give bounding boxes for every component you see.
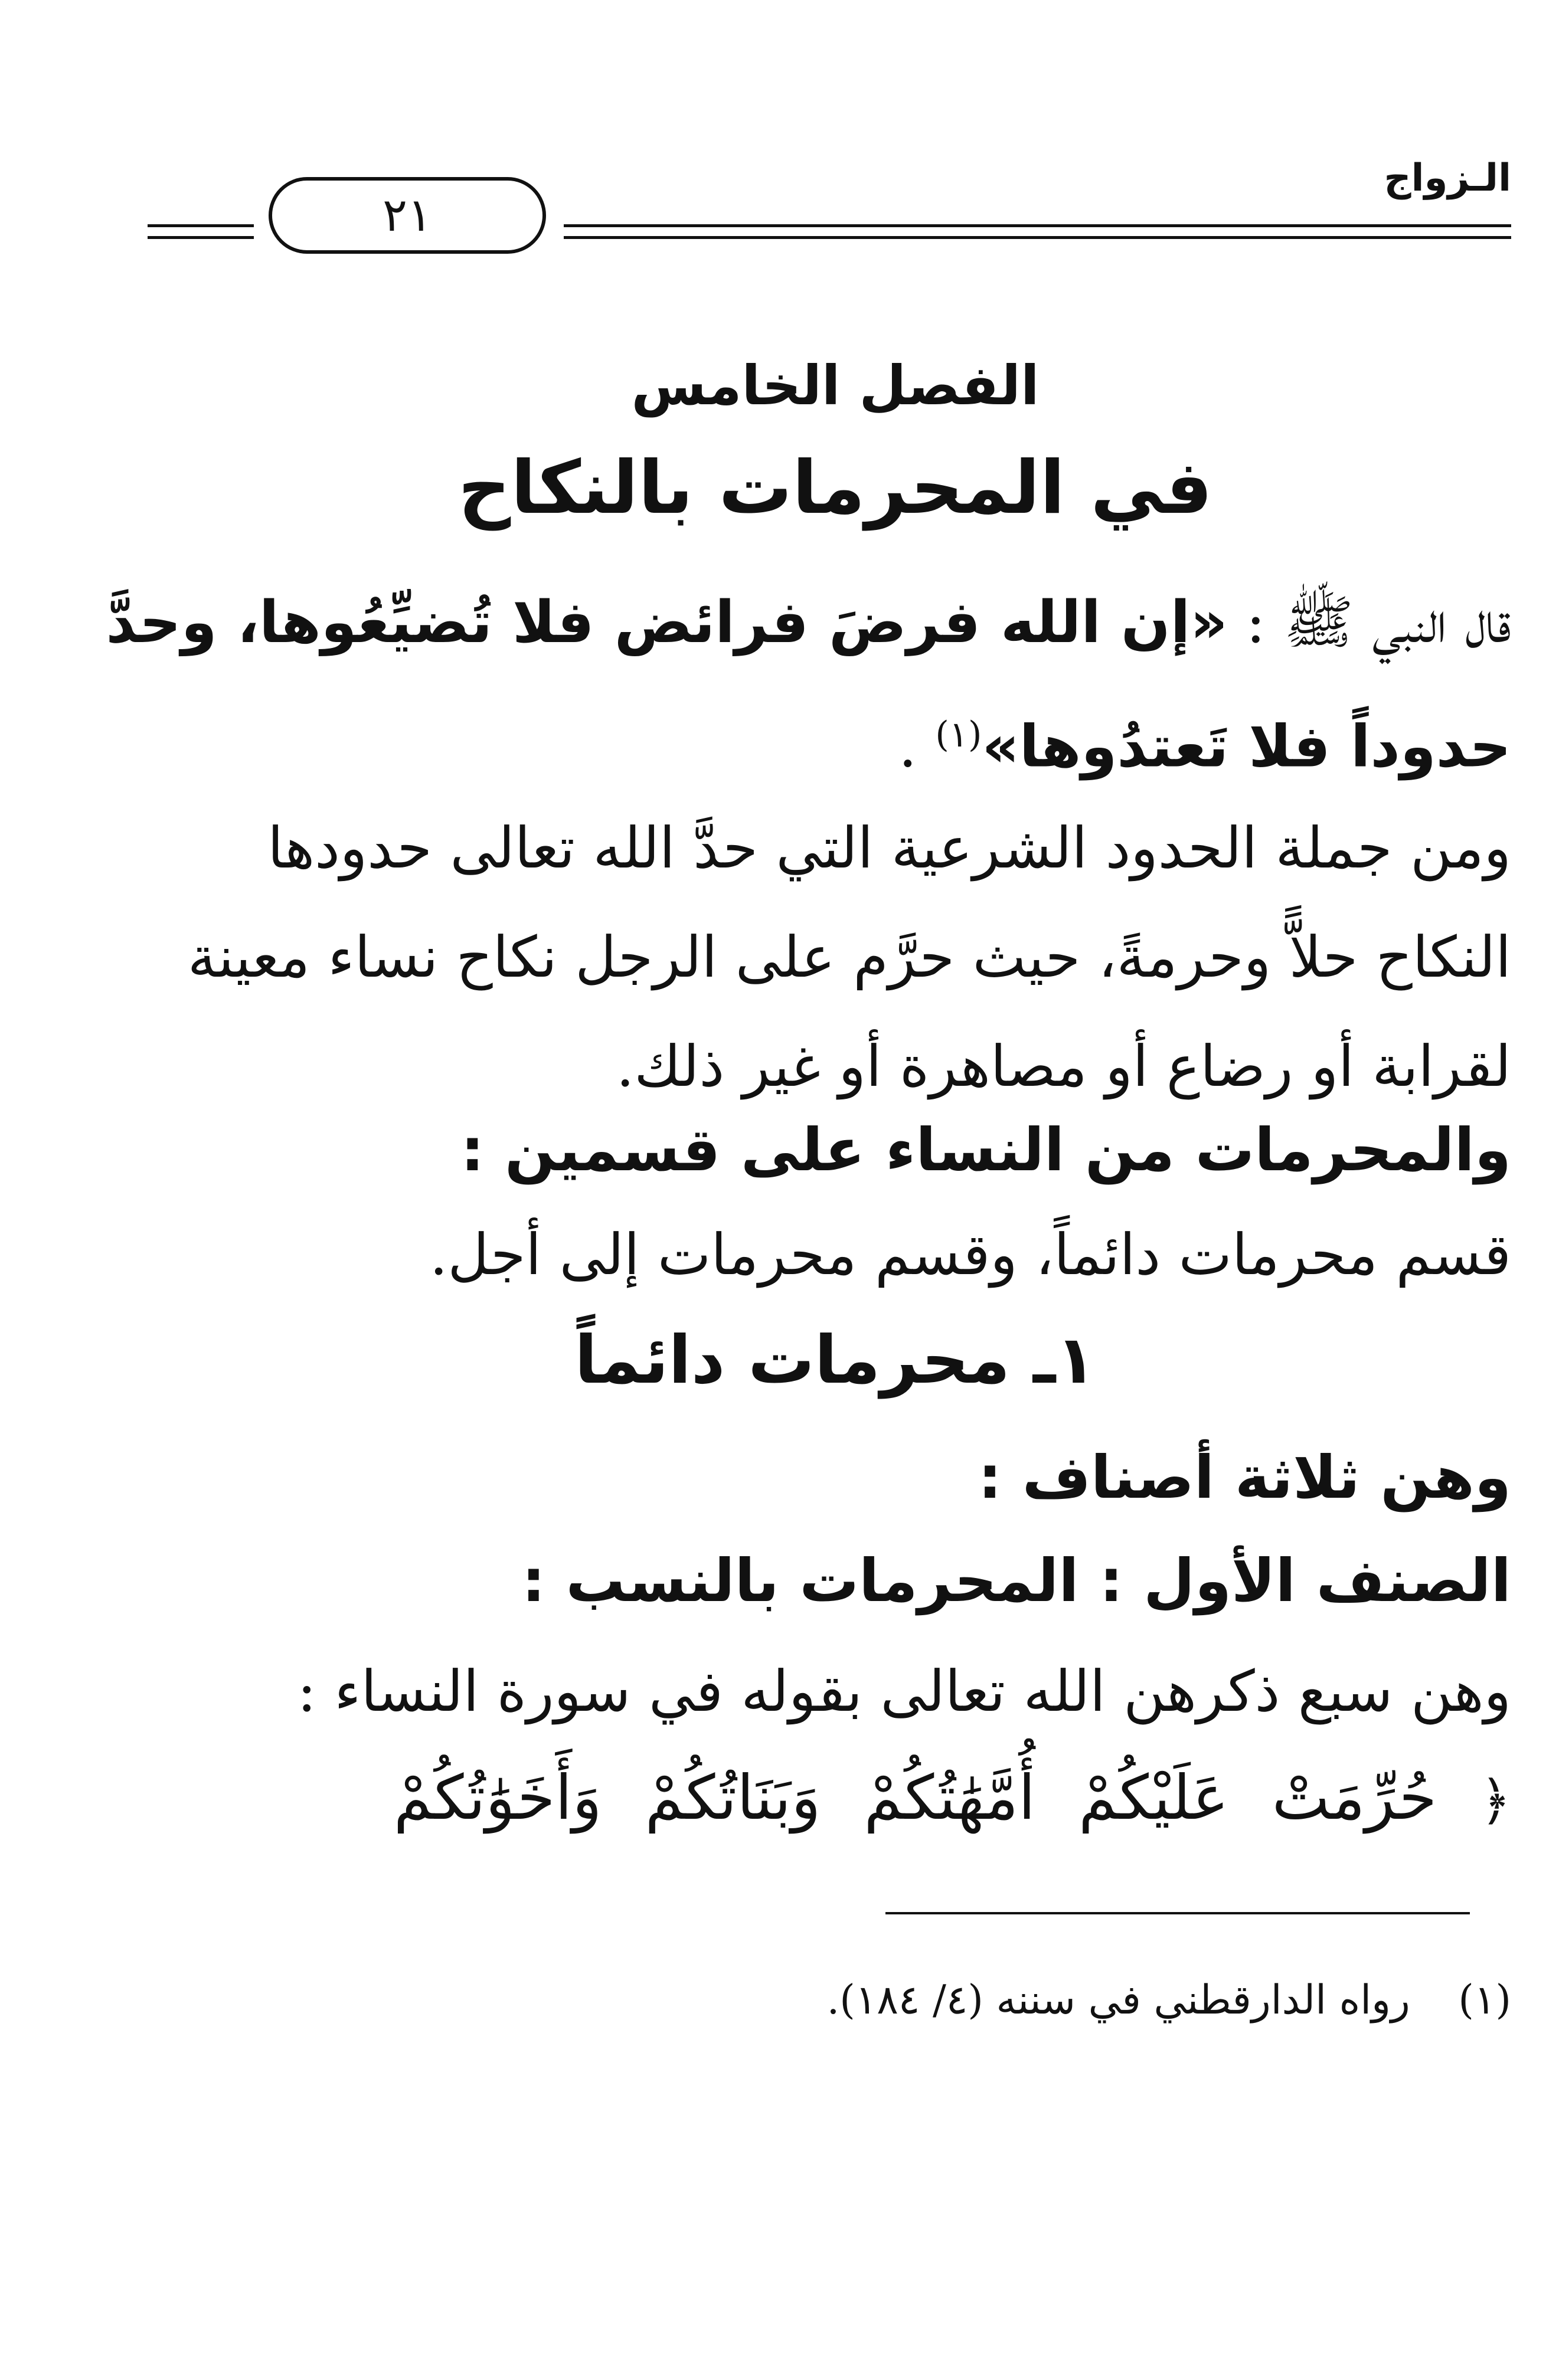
quran-verse — [159, 1762, 1511, 1834]
chapter-label: الفصل الخامس — [631, 354, 1040, 417]
footnote — [354, 1977, 1511, 2024]
page-number: ٢١ — [269, 177, 546, 254]
hadith-text-1: «إن الله فرضَ فرائض فلا تُضيِّعُوها، وحدَّ — [106, 589, 1228, 656]
footnote-number: (١) — [1458, 1977, 1511, 2024]
divisions-heading: والمحرمات من النساء على قسمين : — [460, 1115, 1511, 1184]
page-header — [148, 156, 1511, 260]
header-rule — [564, 236, 1511, 239]
category-heading: الصنف الأول : المحرمات بالنسب : — [521, 1546, 1511, 1615]
section-heading: ١ـ محرمات دائماً — [574, 1322, 1096, 1399]
paragraph — [159, 794, 1511, 1121]
verse-bracket-icon: ﴿ — [1480, 1770, 1511, 1832]
header-rule-left — [148, 224, 254, 227]
hadith-end: . — [898, 713, 917, 781]
hadith-line-2 — [159, 679, 1511, 803]
footnote-ref: (١) — [935, 714, 982, 755]
running-title: الـزواج — [1384, 156, 1511, 200]
hadith-intro: قال النبي ﷺ : — [1246, 589, 1511, 656]
hadith-line-1 — [106, 567, 1511, 679]
footnote-text: رواه الدارقطني في سننه (٤/ ١٨٤). — [826, 1977, 1410, 2024]
kinds-line: وهن ثلاثة أصناف : — [978, 1443, 1511, 1512]
hadith-quote — [106, 567, 1511, 803]
paragraph-line: ومن جملة الحدود الشرعية التي حدَّ الله تعالى حدودها — [267, 815, 1511, 881]
chapter-title: في المحرمات بالنكاح — [458, 446, 1212, 531]
verse-text: حُرِّمَتْ عَلَيْكُمْ أُمَّهَٰتُكُمْ وَبَنَاتُكُمْ وَأَخَوَٰتُكُمْ — [393, 1762, 1437, 1834]
header-rule — [564, 224, 1511, 227]
footnote-rule — [885, 1912, 1470, 1914]
header-rule-left — [148, 236, 254, 239]
seven-line: وهن سبع ذكرهن الله تعالى بقوله في سورة النساء : — [297, 1658, 1511, 1724]
divisions-description: قسم محرمات دائماً، وقسم محرمات إلى أجل. — [429, 1222, 1511, 1288]
hadith-text-2: حدوداً فلا تَعتدُوها» — [982, 713, 1511, 781]
paragraph-line: لقرابة أو رضاع أو مصاهرة أو غير ذلك. — [616, 1033, 1511, 1099]
paragraph-line: النكاح حلاًّ وحرمةً، حيث حرَّم على الرجل نكاح نساء معينة — [187, 924, 1511, 990]
